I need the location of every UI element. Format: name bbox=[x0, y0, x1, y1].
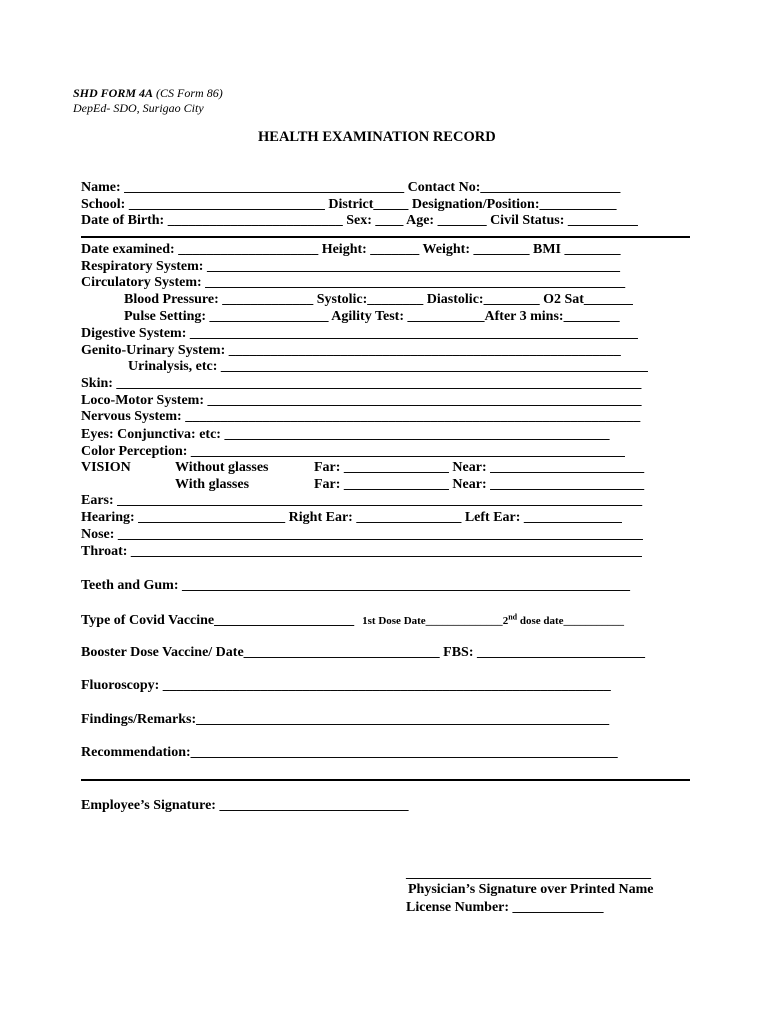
nose-field[interactable]: Nose: ___________________________________________________________________________ bbox=[81, 527, 643, 542]
circulatory-field[interactable]: Circulatory System: ____________________________________________________________ bbox=[81, 275, 626, 290]
eyes-field[interactable]: Eyes: Conjunctiva: etc: _______________________________________________________ bbox=[81, 427, 610, 442]
pulse-field[interactable]: Pulse Setting: _________________ Agility Test: ___________After 3 mins:________ bbox=[124, 309, 620, 324]
ears-field[interactable]: Ears: ___________________________________________________________________________ bbox=[81, 493, 643, 508]
vision-label: VISION bbox=[81, 460, 131, 475]
divider-top bbox=[81, 236, 690, 238]
color-perception-field[interactable]: Color Perception: ______________________________________________________________ bbox=[81, 444, 625, 459]
second-dose-suffix: nd bbox=[508, 612, 518, 622]
form-code-header bbox=[73, 86, 223, 101]
respiratory-field[interactable]: Respiratory System: ___________________________________________________________ bbox=[81, 259, 620, 274]
physician-signature-line[interactable]: ___________________________________ bbox=[406, 866, 651, 881]
skin-field[interactable]: Skin: ___________________________________________________________________________ bbox=[81, 376, 642, 391]
vision-with-field[interactable]: Far: _______________ Near: ______________________ bbox=[314, 477, 645, 492]
form-ref: (CS Form 86) bbox=[156, 86, 223, 100]
divider-bottom bbox=[81, 779, 690, 781]
license-number-field[interactable]: License Number: _____________ bbox=[406, 900, 604, 915]
genito-urinary-field[interactable]: Genito-Urinary System: ________________________________________________________ bbox=[81, 343, 621, 358]
booster-field[interactable]: Booster Dose Vaccine/ Date____________________________ FBS: ________________________ bbox=[81, 645, 645, 660]
fluoroscopy-field[interactable]: Fluoroscopy: ________________________________________________________________ bbox=[81, 678, 611, 693]
name-field[interactable]: Name: ________________________________________ Contact No:____________________ bbox=[81, 180, 621, 195]
date-examined-field[interactable]: Date examined: ____________________ Height: _______ Weight: ________ BMI ________ bbox=[81, 242, 621, 257]
school-field[interactable]: School: ____________________________ District_____ Designation/Position:___________ bbox=[81, 197, 617, 212]
birth-date-field[interactable]: Date of Birth: _________________________ Sex: ____ Age: _______ Civil Status: __________ bbox=[81, 213, 638, 228]
urinalysis-field[interactable]: Urinalysis, etc: _____________________________________________________________ bbox=[128, 359, 648, 374]
physician-signature-label: Physician’s Signature over Printed Name bbox=[408, 882, 654, 897]
form-code: SHD FORM 4A bbox=[73, 86, 154, 100]
page-title: HEALTH EXAMINATION RECORD bbox=[258, 129, 496, 145]
office-header: DepEd- SDO, Surigao City bbox=[73, 101, 204, 115]
hearing-field[interactable]: Hearing: _____________________ Right Ear: _______________ Left Ear: ______________ bbox=[81, 510, 622, 525]
employee-signature-field[interactable]: Employee’s Signature: ___________________________ bbox=[81, 798, 409, 813]
digestive-field[interactable]: Digestive System: ________________________________________________________________ bbox=[81, 326, 638, 341]
covid-vaccine-row bbox=[81, 611, 624, 629]
teeth-gum-field[interactable]: Teeth and Gum: ________________________________________________________________ bbox=[81, 578, 631, 593]
first-dose-field[interactable]: 1st Dose Date______________ bbox=[362, 615, 503, 627]
second-dose-label: dose date___________ bbox=[517, 615, 625, 627]
nervous-field[interactable]: Nervous System: _________________________________________________________________ bbox=[81, 409, 641, 424]
second-dose-field[interactable] bbox=[502, 612, 625, 627]
loco-motor-field[interactable]: Loco-Motor System: ______________________________________________________________ bbox=[81, 393, 642, 408]
blood-pressure-field[interactable]: Blood Pressure: _____________ Systolic:________ Diastolic:________ O2 Sat_______ bbox=[124, 292, 633, 307]
recommendation-field[interactable]: Recommendation:_____________________________________________________________ bbox=[81, 745, 618, 760]
vision-without-label: Without glasses bbox=[175, 460, 269, 475]
covid-vaccine-field[interactable]: Type of Covid Vaccine____________________ bbox=[81, 613, 355, 628]
vision-with-label: With glasses bbox=[175, 477, 250, 492]
findings-field[interactable]: Findings/Remarks:___________________________________________________________ bbox=[81, 712, 610, 727]
throat-field[interactable]: Throat: _________________________________________________________________________ bbox=[81, 544, 642, 559]
second-dose-number: 2 bbox=[502, 615, 509, 627]
vision-without-field[interactable]: Far: _______________ Near: ______________________ bbox=[314, 460, 645, 475]
